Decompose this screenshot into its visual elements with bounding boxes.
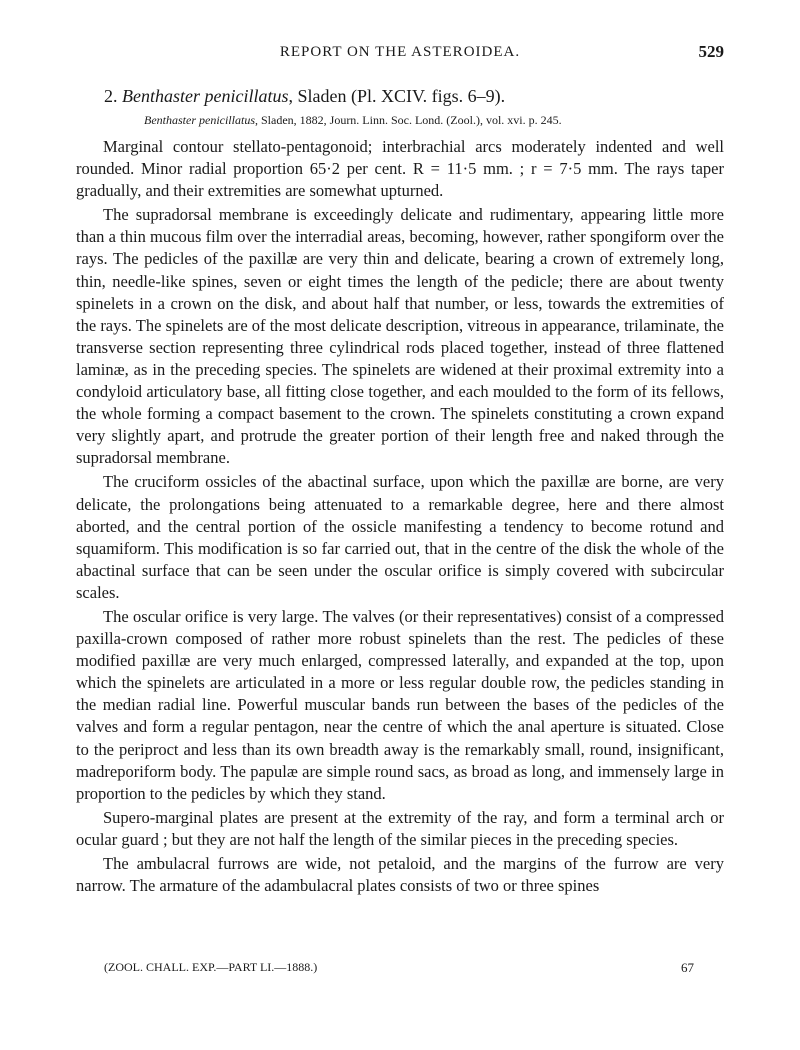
body-text <box>76 136 724 899</box>
synonymy-reference: , Sladen, 1882, Journ. Linn. Soc. Lond. (Zool.), vol. xvi. p. 245. <box>254 113 562 127</box>
synonymy-citation <box>144 113 562 128</box>
paragraph-contour: Marginal contour stellato-pentagonoid; interbrachial arcs moderately indented and well rounded. Minor radial proportion 65·2 per cent. R = 11·5 mm. ; r = 7·5 mm. The rays taper gradually, and their extremities are somewhat upturned. <box>76 137 724 201</box>
species-number: 2. <box>104 86 118 106</box>
paragraph-ambulacral-furrows: The ambulacral furrows are wide, not petaloid, and the margins of the furrow are very narrow. The armature of the adambulacral plates consists of two or three spines <box>76 854 724 896</box>
paragraph-cruciform-ossicles: The cruciform ossicles of the abactinal surface, upon which the paxillæ are borne, are very delicate, the prolongations being attenuated to a remarkable degree, here and there almost aborted, and the central portion of the ossicle manifesting a tendency to become rotund and squamiform. This modification is so far carried out, that in the centre of the disk the whole of the abactinal surface that can be seen under the oscular orifice is simply covered with subcircular scales. <box>76 472 724 602</box>
paragraph-supradorsal-membrane: The supradorsal membrane is exceedingly delicate and rudimentary, appearing little more than a thin mucous film over the interradial areas, becoming, however, rather spongiform over the rays. The pedicles of the paxillæ are very thin and delicate, bearing a crown of extremely long, thin, needle-like spines, seven or eight times the length of the pedicle; there are about twenty spinelets in a crown on the disk, and about half that number, or less, towards the extremities of the rays. The spinelets are of the most delicate description, vitreous in appearance, trilaminate, the transverse section representing three cylindrical rods placed together, instead of three flattened laminæ, as in the preceding species. The spinelets are widened at their proximal extremity into a condyloid articulatory base, all fitting close together, and each moulded to the form of its fellows, the whole forming a compact basement to the crown. The spinelets constituting a crown expand very slightly apart, and protrude the greater portion of their length free and naked through the supradorsal membrane. <box>76 205 724 468</box>
footer-sheet-number: 67 <box>681 960 694 975</box>
species-name: Benthaster penicillatus <box>122 86 289 106</box>
running-title: REPORT ON THE ASTEROIDEA. <box>279 44 521 60</box>
paragraph-oscular-orifice: The oscular orifice is very large. The valves (or their representatives) consist of a compressed paxilla-crown composed of rather more robust spinelets than the rest. The pedicles of these modified paxillæ are very much enlarged, compressed laterally, and expanded at the top, upon which the spinelets are articulated in a more or less regular double row, the pedicles standing in the median radial line. Powerful muscular bands run between the bases of the pedicles of the valves and form a regular pentagon, near the centre of which the anal aperture is situated. Close to the periproct and less than its own breadth away is the remarkably small, round, insignificant, madreporiform body. The papulæ are simple round sacs, as broad as long, and immensely large in proportion to the pedicles by which they stand. <box>76 606 724 803</box>
page-number: 529 <box>698 42 724 61</box>
paragraph-supero-marginal-plates: Supero-marginal plates are present at the extremity of the ray, and form a terminal arch or ocular guard ; but they are not half the length of the similar pieces in the preceding species. <box>76 807 724 849</box>
synonymy-name: Benthaster penicillatus <box>144 113 255 127</box>
species-authority: , Sladen (Pl. XCIV. figs. 6–9). <box>288 86 506 106</box>
footer-signature: (ZOOL. CHALL. EXP.—PART LI.—1888.) <box>104 960 318 974</box>
running-head <box>76 44 724 66</box>
species-heading <box>104 86 505 107</box>
page-footer <box>104 960 694 980</box>
